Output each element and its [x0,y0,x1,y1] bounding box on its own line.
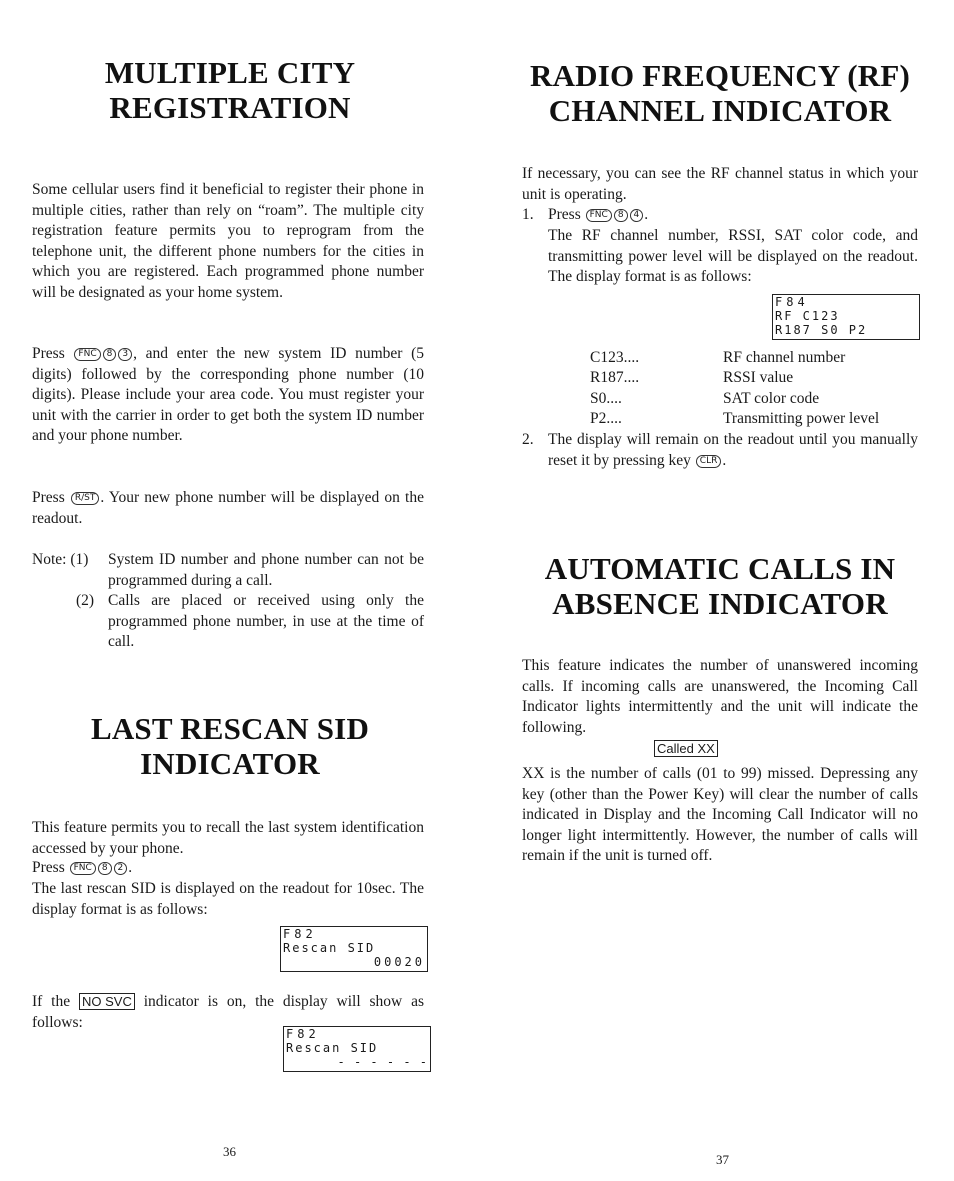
fnc-key-icon: FNC [70,862,96,875]
lcd-row-1: F84 [775,295,809,309]
lcd-row-3: 00020 [373,955,425,969]
key-8-icon: 8 [103,348,117,361]
lcd-display-rescan [280,926,428,972]
lr-paragraph-2: The last rescan SID is displayed on the readout for 10sec. The display format is as follows: [32,880,424,918]
rf-step-1-num: 1. [522,206,534,223]
lcd-row-2: RF C123 [775,309,840,323]
rf-paragraph-1: If necessary, you can see the RF channel status in which your unit is operating. [522,165,918,203]
rf-def-code-4: P2.... [590,410,622,427]
called-xx-readout: Called XX [654,740,718,757]
rf-step-1-press: Press FNC 8 4 . [548,206,649,223]
lcd-display-no-service [283,1026,431,1072]
lr-paragraph-1: This feature permits you to recall the last system identification accessed by your phone. [32,819,424,857]
key-3-icon: 3 [118,348,132,361]
rf-step-2-num: 2. [522,431,534,448]
rf-step-1-desc: The RF channel number, RSSI, SAT color code, and transmitting power level will be displayed on the readout. The display format is as follows: [548,227,918,285]
page-number-right: 37 [716,1152,729,1167]
note-1: Note: (1) [32,551,89,568]
rf-step-2-text: The display will remain on the readout until you manually reset it by pressing key CLR . [548,431,918,469]
rf-def-desc-1: RF channel number [723,349,846,366]
rf-def-code-3: S0.... [590,390,622,407]
note-1-text: System ID number and phone number can not be programmed during a call. [108,551,424,589]
lcd-row-2: Rescan SID [283,941,376,955]
note-2-num: (2) [76,592,95,609]
automatic-calls-title: AUTOMATIC CALLS IN ABSENCE INDICATOR [544,551,896,621]
fnc-key-icon: FNC [74,348,100,361]
mcr-paragraph-2: Press FNC 8 3 , and enter the new system ID number (5 digits) followed by the corresponding phone number (10 digits). Please include your area code. You must register your unit with the carrier in order to get both the system ID number and your phone number. [32,345,425,444]
key-8-icon: 8 [614,209,628,222]
mcr-paragraph-1: Some cellular users find it beneficial to register their phone in multiple cities, rather than rely on “roam”. The multiple city registration feature permits you to reprogram from the telephone unit, the different phone numbers for the cities in which you are registered. Each programmed phone number will be designated as your home system. [32,181,424,301]
rf-def-code-1: C123.... [590,349,640,366]
rf-def-desc-2: RSSI value [723,369,794,386]
mcr-paragraph-3: Press R/ST . Your new phone number will be displayed on the readout. [32,489,424,527]
rf-def-code-2: R187.... [590,369,640,386]
called-display [654,740,718,758]
mcr-title: MULTIPLE CITY REGISTRATION [104,55,356,125]
ac-paragraph-1: This feature indicates the number of unanswered incoming calls. If incoming calls are unanswered, the Incoming Call Indicator lights intermittently and the unit will indicate the following. [522,657,918,736]
fnc-key-icon: FNC [586,209,612,222]
lcd-row-3: - - - - - - [337,1055,428,1069]
note-2-text: Calls are placed or received using only the programmed phone number, in use at the time of call. [108,592,424,650]
rf-def-desc-3: SAT color code [723,390,820,407]
lcd-row-1: F82 [283,927,317,941]
key-2-icon: 2 [114,862,128,875]
lcd-row-3: R187 S0 P2 [775,323,868,337]
page-number-left: 36 [223,1144,236,1159]
ac-paragraph-2: XX is the number of calls (01 to 99) missed. Depressing any key (other than the Power Key) will clear the number of calls indicated in Display and the Incoming Call Indicator will no longer light intermittently. However, the number of calls will remain if the unit is turned off. [522,765,918,864]
key-4-icon: 4 [630,209,644,222]
lcd-display-rf [772,294,920,340]
lcd-row-1: F82 [286,1027,320,1041]
no-svc-indicator: NO SVC [79,993,135,1010]
last-rescan-title: LAST RESCAN SID INDICATOR [90,711,370,781]
key-8-icon: 8 [98,862,112,875]
rcl-key-icon: R/ST [71,492,100,505]
lr-press: Press FNC 8 2 . [32,859,133,876]
rf-title: RADIO FREQUENCY (RF) CHANNEL INDICATOR [530,58,910,128]
lr-paragraph-3: If the NO SVC indicator is on, the display will show as follows: [32,993,425,1031]
rf-def-desc-4: Transmitting power level [723,410,880,427]
lcd-row-2: Rescan SID [286,1041,379,1055]
clr-key-icon: CLR [696,455,722,468]
